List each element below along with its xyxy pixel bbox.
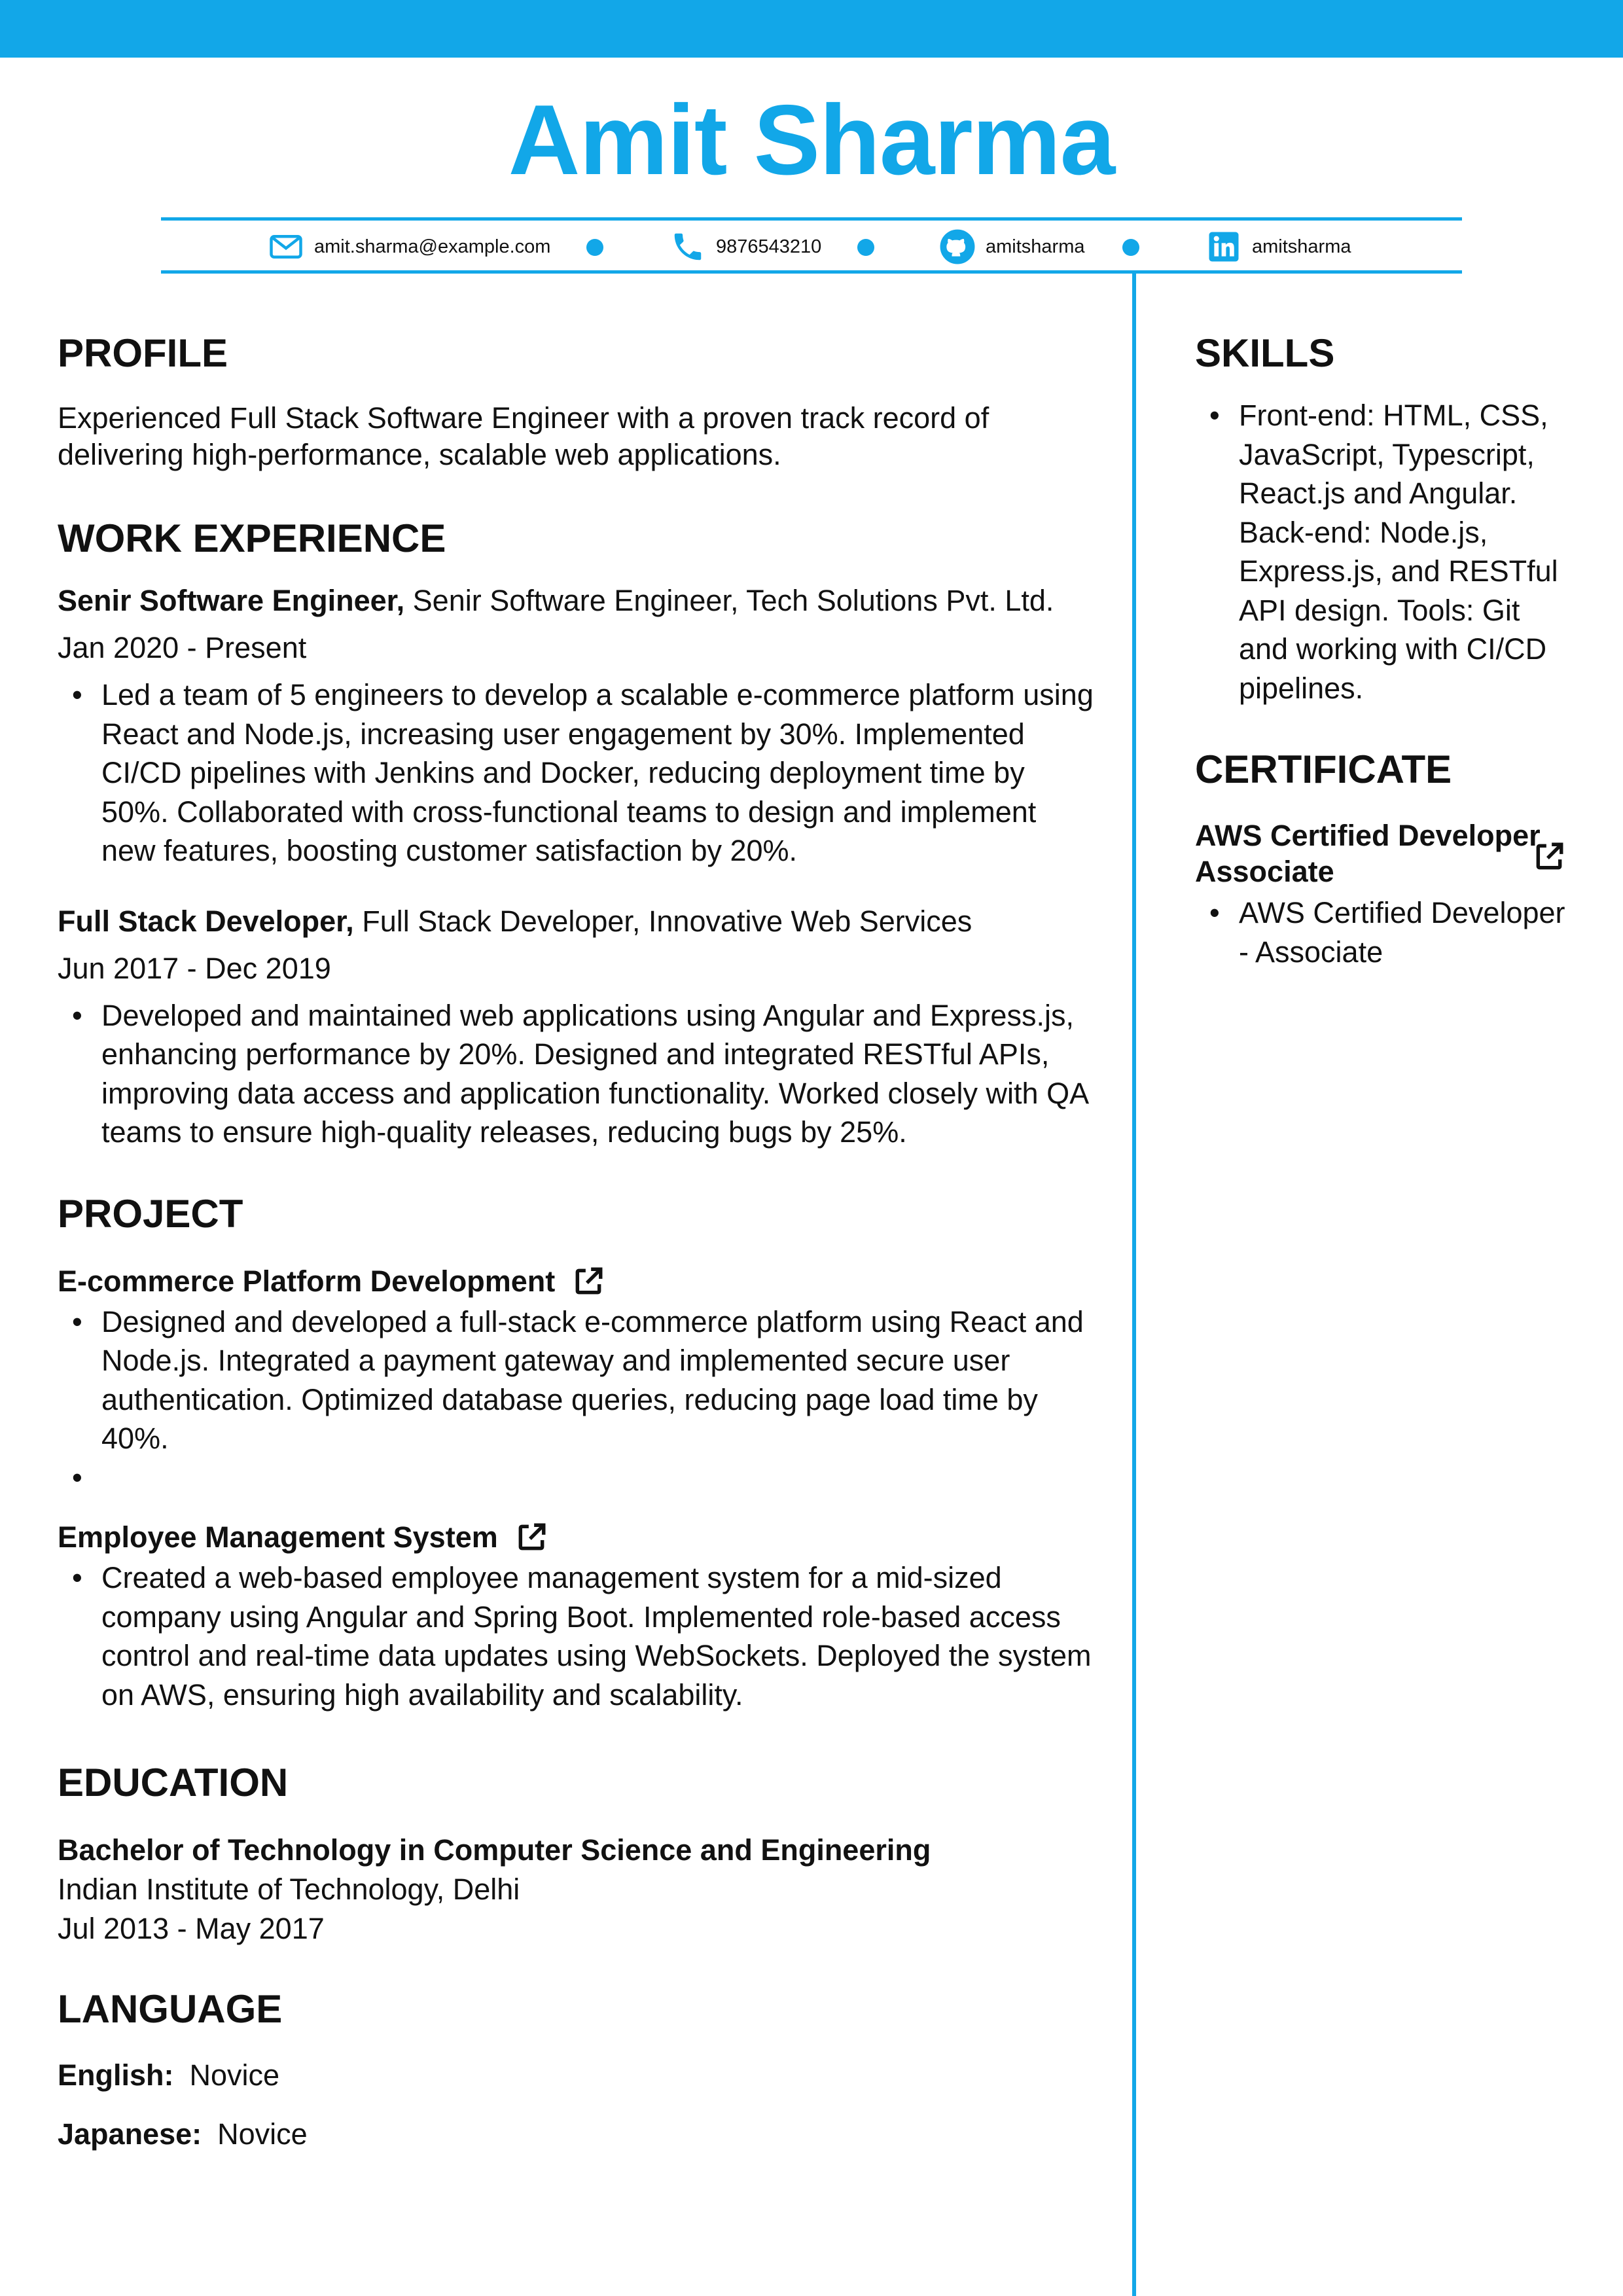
language-name: Japanese: — [58, 2117, 202, 2151]
language-row — [58, 2056, 1095, 2095]
education-dates: Jul 2013 - May 2017 — [58, 1912, 325, 1945]
section-title-skills: SKILLS — [1195, 331, 1335, 375]
project-bullet: • Designed and developed a full-stack e-commerce platform using React and Node.js. Integrated a payment gateway and implemented secure user authentication. Optimized database queries, reducing page load time by 40%. — [58, 1302, 1095, 1458]
envelope-icon — [268, 229, 304, 264]
skills-bullet: • Front-end: HTML, CSS, JavaScript, Typescript, React.js and Angular. Back-end: Node.js, Express.js, and RESTful API design. Tools: Git and working with CI/CD pipelines. — [1195, 396, 1575, 708]
contact-separator-dot — [586, 239, 603, 256]
certificate-heading[interactable] — [1195, 817, 1575, 889]
project-heading[interactable] — [58, 1262, 1095, 1301]
section-title-certificate: CERTIFICATE — [1195, 747, 1452, 791]
section-title-profile: PROFILE — [58, 331, 228, 375]
education-school: Indian Institute of Technology, Delhi — [58, 1873, 520, 1906]
project-entry — [58, 1262, 1095, 1498]
project-bullets — [58, 1558, 1095, 1714]
contact-github-text: amitsharma — [986, 236, 1085, 257]
project-name: E-commerce Platform Development — [58, 1264, 556, 1298]
contact-separator-dot — [1122, 239, 1139, 256]
contact-github[interactable] — [940, 229, 1085, 264]
external-link-icon[interactable] — [1533, 840, 1565, 873]
section-title-work: WORK EXPERIENCE — [58, 516, 446, 560]
external-link-icon[interactable] — [515, 1521, 548, 1554]
language-level: Novice — [217, 2117, 308, 2151]
language-name: English: — [58, 2058, 174, 2092]
job-detail: Senir Software Engineer, Tech Solutions Pvt. Ltd. — [412, 584, 1054, 617]
contact-linkedin[interactable] — [1206, 229, 1351, 264]
contact-linkedin-text: amitsharma — [1252, 236, 1351, 257]
resume-name: Amit Sharma — [508, 84, 1115, 196]
project-name: Employee Management System — [58, 1520, 498, 1554]
project-bullet — [58, 1458, 1095, 1498]
side-column — [1195, 331, 1575, 971]
language-row — [58, 2115, 1095, 2154]
job-dates: Jan 2020 - Present — [58, 631, 307, 664]
external-link-icon[interactable] — [572, 1265, 605, 1298]
job-bullets — [58, 675, 1095, 870]
project-heading[interactable] — [58, 1518, 1095, 1557]
profile-text: Experienced Full Stack Software Engineer with a proven track record of delivering high-performance, scalable web applications. — [58, 401, 990, 471]
contact-separator-dot — [857, 239, 874, 256]
contact-phone-text: 9876543210 — [716, 236, 822, 257]
skills-bullets — [1195, 396, 1575, 708]
section-title-education: EDUCATION — [58, 1761, 289, 1804]
job-bullet: • Led a team of 5 engineers to develop a scalable e-commerce platform using React and Node.js, increasing user engagement by 30%. Implemented CI/CD pipelines with Jenkins and Docker, reducing deployment time by 50%. Collaborated with cross-functional teams to design and implement new features, boosting customer satisfaction by 20%. — [58, 675, 1095, 870]
certificate-bullets — [1195, 893, 1575, 971]
project-bullets — [58, 1302, 1095, 1498]
column-divider — [1132, 274, 1136, 2296]
education-degree — [58, 1831, 1095, 1870]
phone-icon — [670, 229, 705, 264]
contact-rule-top — [161, 217, 1462, 221]
job-entry — [58, 581, 1095, 870]
job-detail: Full Stack Developer, Innovative Web Services — [362, 904, 972, 938]
main-column — [58, 331, 1095, 2154]
education-entry — [58, 1831, 1095, 1948]
job-heading — [58, 581, 1095, 620]
project-entry — [58, 1518, 1095, 1714]
contact-phone[interactable] — [670, 229, 821, 264]
certificate-bullet: • AWS Certified Developer - Associate — [1195, 893, 1575, 971]
education-degree-text: Bachelor of Technology in Computer Science and Engineering — [58, 1833, 931, 1867]
project-bullet: • Created a web-based employee management system for a mid-sized company using Angular and Spring Boot. Implemented role-based access control and real-time data updates using WebSockets. Deployed the system on AWS, ensuring high availability and scalability. — [58, 1558, 1095, 1714]
job-heading — [58, 902, 1095, 941]
section-title-language: LANGUAGE — [58, 1987, 283, 2031]
job-bullets — [58, 996, 1095, 1152]
contact-email[interactable] — [268, 229, 550, 264]
certificate-name: AWS Certified Developer Associate — [1195, 819, 1541, 888]
github-icon — [940, 229, 975, 264]
contact-rule-bottom — [161, 270, 1462, 274]
contact-email-text: amit.sharma@example.com — [314, 236, 551, 257]
linkedin-icon — [1206, 229, 1241, 264]
job-entry — [58, 902, 1095, 1152]
top-accent-bar — [0, 0, 1623, 58]
job-dates: Jun 2017 - Dec 2019 — [58, 951, 331, 985]
job-bullet: • Developed and maintained web applications using Angular and Express.js, enhancing performance by 20%. Designed and integrated RESTful APIs, improving data access and application functionality. Worked closely with QA teams to ensure high-quality releases, reducing bugs by 25%. — [58, 996, 1095, 1152]
language-level: Novice — [189, 2058, 280, 2092]
section-title-project: PROJECT — [58, 1191, 243, 1236]
job-role: Full Stack Developer, — [58, 904, 354, 938]
job-role: Senir Software Engineer, — [58, 584, 405, 617]
